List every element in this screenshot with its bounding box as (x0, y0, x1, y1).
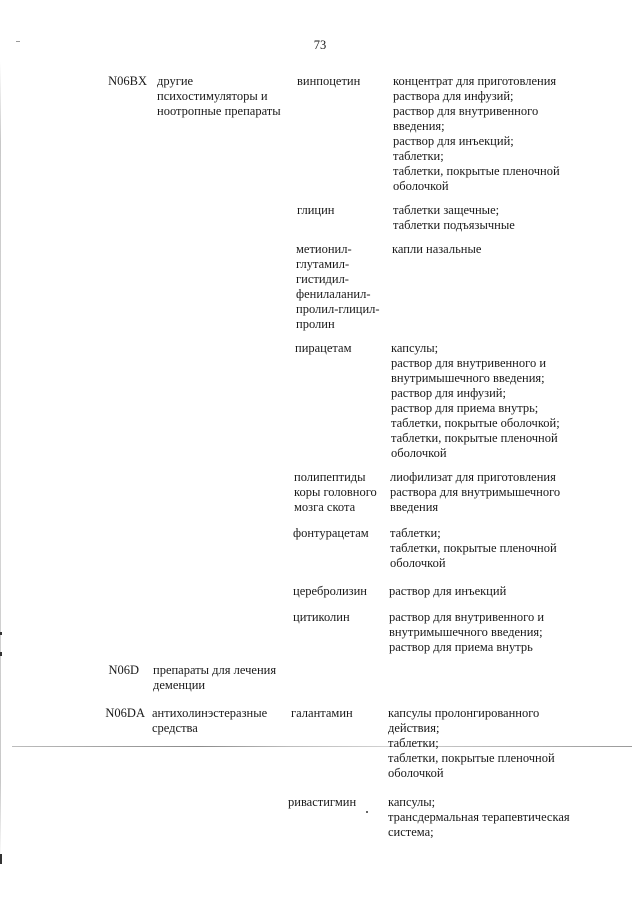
page-number: 73 (313, 38, 327, 52)
dosage-forms: таблетки защечные; таблетки подъязычные (393, 203, 515, 232)
scan-edge-mark (0, 652, 2, 656)
atc-code: N06DA (105, 706, 145, 720)
dosage-forms: капсулы; трансдермальная терапевтическая система; (388, 795, 570, 839)
scan-edge-mark (0, 854, 2, 864)
drug-name: церебролизин (293, 584, 367, 598)
scan-edge-line (0, 62, 1, 862)
atc-group-name: препараты для лечения деменции (153, 663, 277, 692)
atc-code: N06BX (108, 74, 147, 88)
scan-edge-mark (0, 632, 2, 635)
drug-name: винпоцетин (297, 74, 361, 88)
dosage-forms: капсулы пролонгированного действия; таблетки; таблетки, покрытые пленочной оболочкой (388, 706, 555, 780)
drug-name: метионил- глутамил- гистидил- фенилаланил- пролил-глицил- пролин (296, 242, 380, 331)
drug-name: цитиколин (293, 610, 350, 624)
dosage-forms: концентрат для приготовления раствора для инфузий; раствор для внутривенного введения; раствор для инъекций; таблетки; таблетки, покрытые пленочной оболочкой (393, 74, 560, 193)
atc-group-name: другие психостимуляторы и ноотропные препараты (157, 74, 281, 118)
drug-name: полипептиды коры головного мозга скота (294, 470, 377, 514)
dosage-forms: капли назальные (392, 242, 482, 256)
atc-code: N06D (108, 663, 139, 677)
dosage-forms: раствор для инъекций (389, 584, 507, 598)
drug-name: фонтурацетам (293, 526, 369, 540)
dosage-forms: лиофилизат для приготовления раствора для внутримышечного введения (390, 470, 561, 514)
drug-name: пирацетам (295, 341, 352, 355)
scan-dot (366, 811, 368, 813)
dosage-forms: таблетки; таблетки, покрытые пленочной оболочкой (390, 526, 557, 570)
dosage-forms: раствор для внутривенного и внутримышечного введения; раствор для приема внутрь (389, 610, 545, 654)
drug-name: ривастигмин (288, 795, 357, 809)
drug-name: галантамин (291, 706, 353, 720)
drug-name: глицин (297, 203, 335, 217)
dosage-forms: капсулы; раствор для внутривенного и внутримышечного введения; раствор для инфузий; раствор для приема внутрь; таблетки, покрытые оболочкой; таблетки, покрытые пленочной оболочкой (391, 341, 560, 460)
atc-group-name: антихолинэстеразные средства (152, 706, 268, 735)
